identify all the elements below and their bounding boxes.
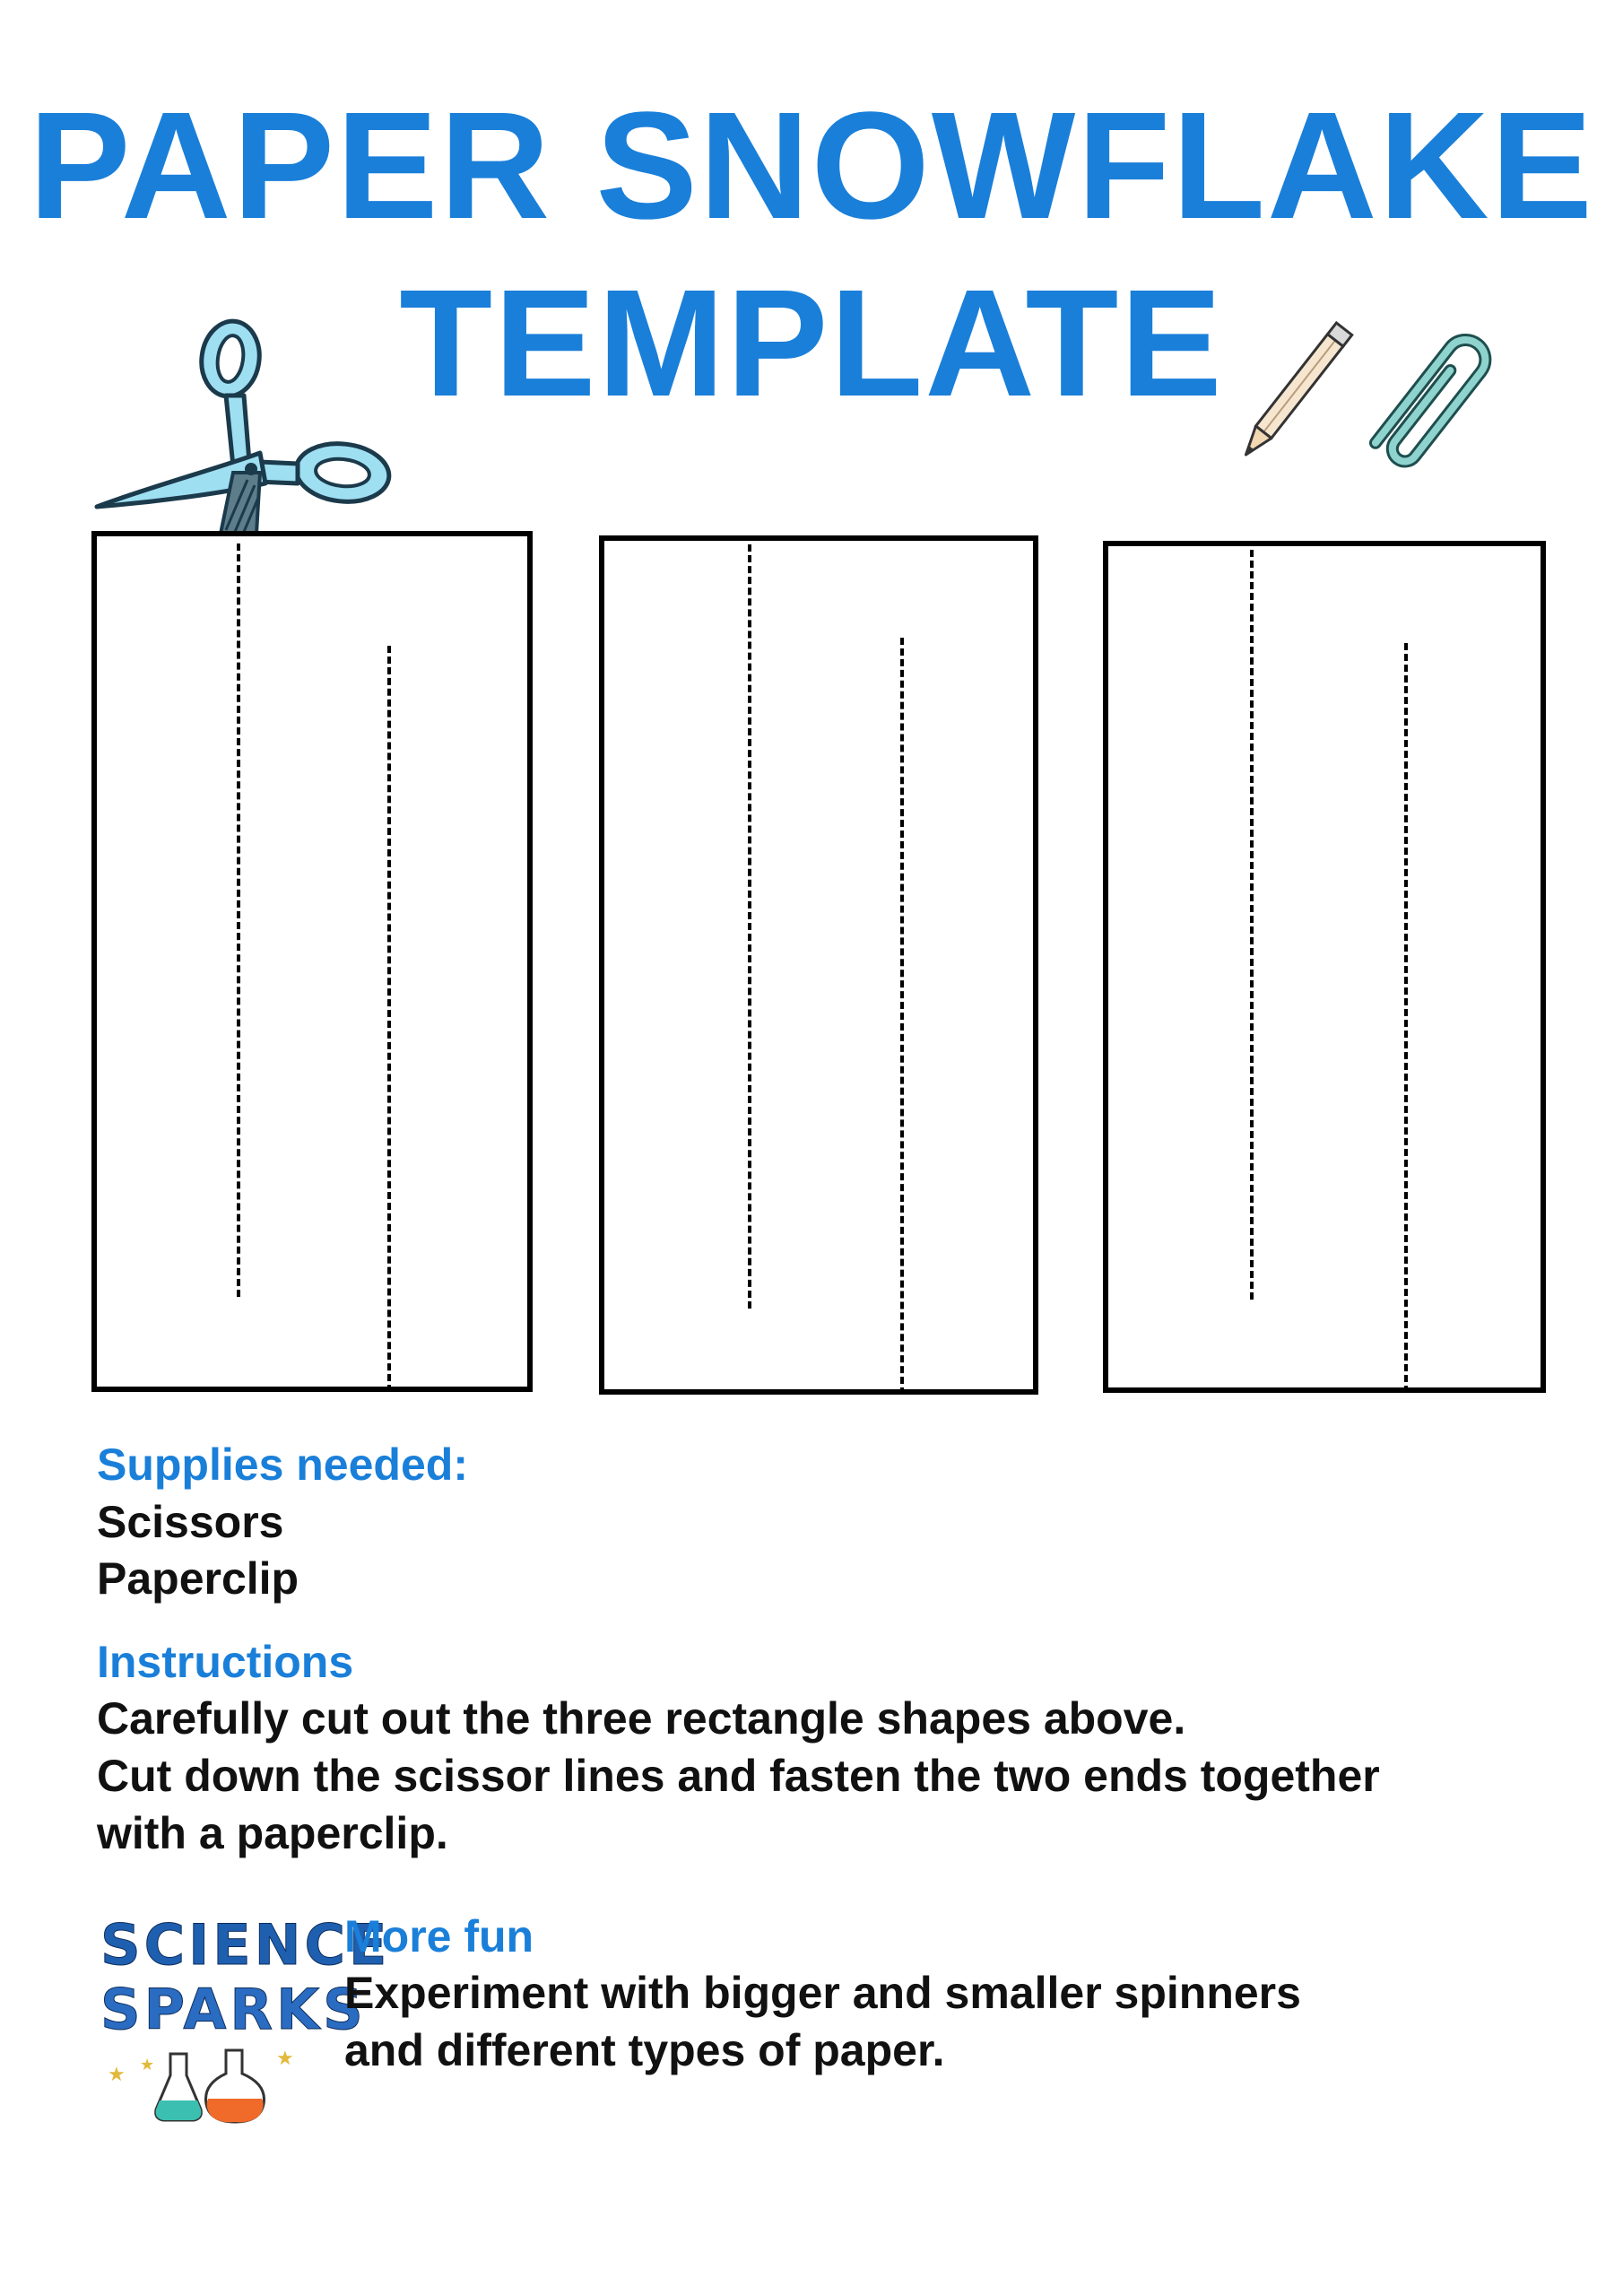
logo-flasks-icon (100, 2045, 325, 2126)
logo-word-sparks: SPARKS (100, 1977, 367, 2042)
instructions-line-3: with a paperclip. (97, 1808, 448, 1858)
template-rectangle-3 (1103, 541, 1546, 1393)
cut-line-right (387, 646, 391, 1392)
page-title-line-1: PAPER SNOWFLAKE (29, 81, 1594, 251)
supplies-heading: Supplies needed: (97, 1439, 468, 1490)
template-rectangle-2 (599, 535, 1038, 1395)
logo-word-science: SCIENCE (100, 1912, 391, 1978)
more-fun-line-1: Experiment with bigger and smaller spinners (344, 1968, 1301, 2018)
cut-line-left (1250, 550, 1254, 1300)
svg-text:★: ★ (108, 2064, 126, 2086)
template-rectangle-1 (91, 531, 533, 1392)
svg-text:★: ★ (140, 2056, 155, 2074)
more-fun-heading: More fun (344, 1911, 534, 1961)
cut-line-left (748, 544, 751, 1309)
page-title-line-2: TEMPLATE (399, 258, 1224, 429)
supplies-item-paperclip: Paperclip (97, 1553, 299, 1604)
cut-line-right (900, 638, 904, 1395)
instructions-line-2: Cut down the scissor lines and fasten the two ends together (97, 1751, 1380, 1801)
science-sparks-logo (100, 1910, 391, 2126)
cut-line-left (237, 544, 240, 1297)
supplies-item-scissors: Scissors (97, 1497, 284, 1547)
instructions-line-1: Carefully cut out the three rectangle shapes above. (97, 1693, 1186, 1744)
cut-line-right (1404, 643, 1408, 1393)
paperclip-icon (1354, 309, 1506, 480)
instructions-heading: Instructions (97, 1637, 354, 1687)
svg-text:★: ★ (276, 2048, 294, 2070)
more-fun-line-2: and different types of paper. (344, 2025, 945, 2075)
scissors-icon (90, 318, 395, 534)
